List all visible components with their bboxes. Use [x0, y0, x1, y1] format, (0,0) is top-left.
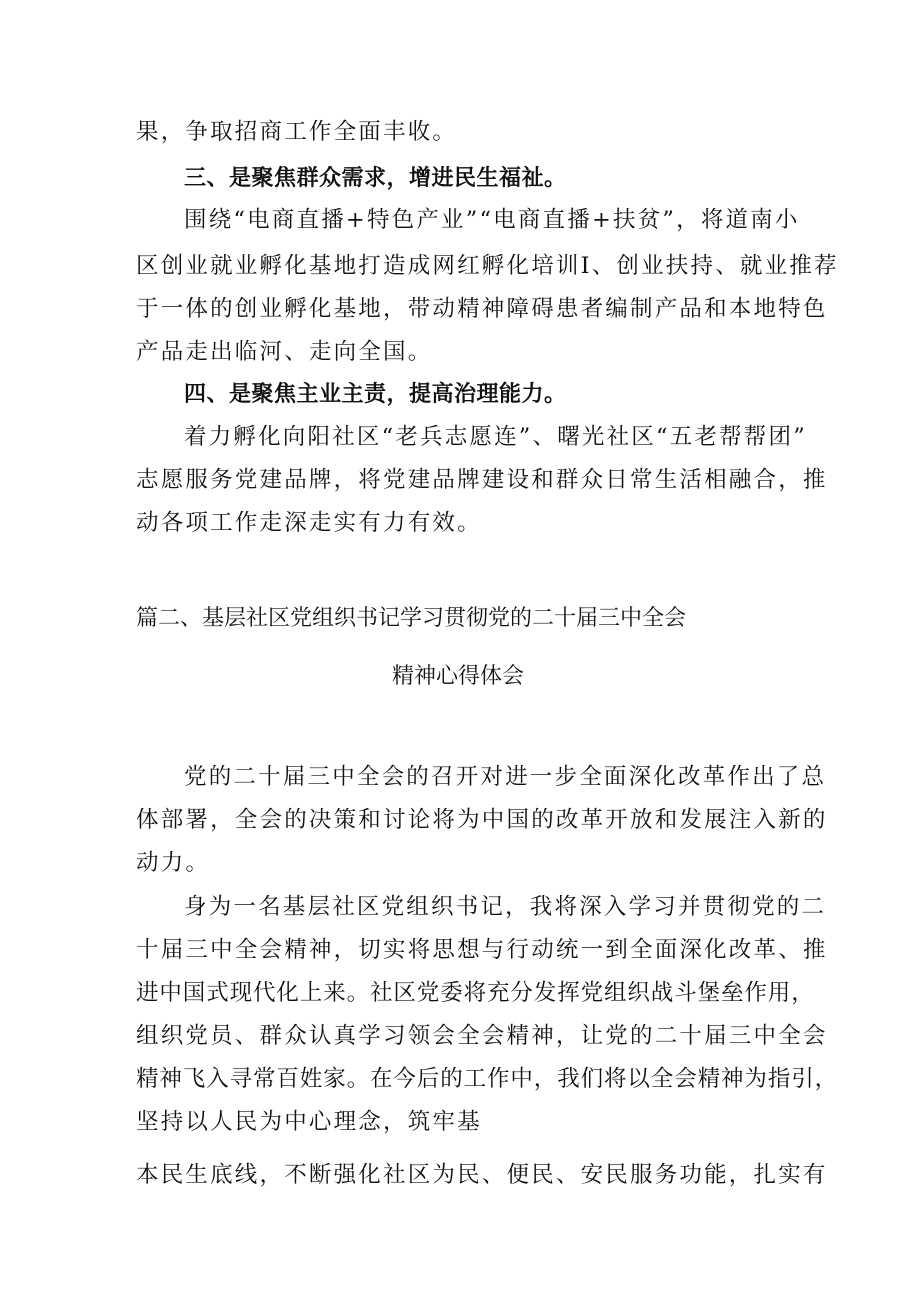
paragraph-line: 着力孵化向阳社区“老兵志愿连”、曙光社区“五老帮帮团”	[184, 424, 807, 450]
section-heading-4: 四、是聚焦主业主责，提高治理能力。	[184, 382, 567, 407]
paragraph-line: 进中国式现代化上来。社区党委将充分发挥党组织战斗堡垒作用，	[136, 980, 815, 1006]
paragraph-line: 果，争取招商工作全面丰收。	[136, 119, 458, 145]
article-title-line2: 精神心得体会	[392, 664, 525, 689]
paragraph-line: 精神飞入寻常百姓家。在今后的工作中，我们将以全会精神为指引，	[136, 1066, 839, 1092]
paragraph-line: 体部署，全会的决策和讨论将为中国的改革开放和发展注入新的	[136, 807, 828, 833]
paragraph-line: 动力。	[136, 850, 211, 876]
paragraph-line: 组织党员、群众认真学习领会全会精神，让党的二十届三中全会	[136, 1023, 828, 1049]
paragraph-line: 志愿服务党建品牌，将党建品牌建设和群众日常生活相融合，推	[136, 467, 828, 493]
paragraph-line: 坚持以人民为中心理念，筑牢基	[136, 1109, 482, 1135]
article-title-line1: 篇二、基层社区党组织书记学习贯彻党的二十届三中全会	[136, 606, 687, 631]
paragraph-line: 围绕“电商直播+特色产业”“电商直播+扶贫”，将道南小	[184, 207, 800, 233]
section-heading-3: 三、是聚焦群众需求，增进民生福祉。	[184, 166, 567, 191]
paragraph-line: 本民生底线，不断强化社区为民、便民、安民服务功能，扎实有	[136, 1162, 828, 1188]
paragraph-line: 动各项工作走深走实有力有效。	[136, 510, 482, 536]
paragraph-line: 区创业就业孵化基地打造成网红孵化培训Ⅰ、创业扶持、就业推荐	[136, 253, 839, 279]
paragraph-line: 产品走出临河、走向全国。	[136, 339, 433, 365]
paragraph-line: 于一体的创业孵化基地，带动精神障碍患者编制产品和本地特色	[136, 296, 828, 322]
paragraph-line: 党的二十届三中全会的召开对进一步全面深化改革作出了总	[184, 764, 827, 790]
paragraph-line: 十届三中全会精神，切实将思想与行动统一到全面深化改革、推	[136, 937, 828, 963]
paragraph-line: 身为一名基层社区党组织书记，我将深入学习并贯彻党的二	[184, 894, 827, 920]
